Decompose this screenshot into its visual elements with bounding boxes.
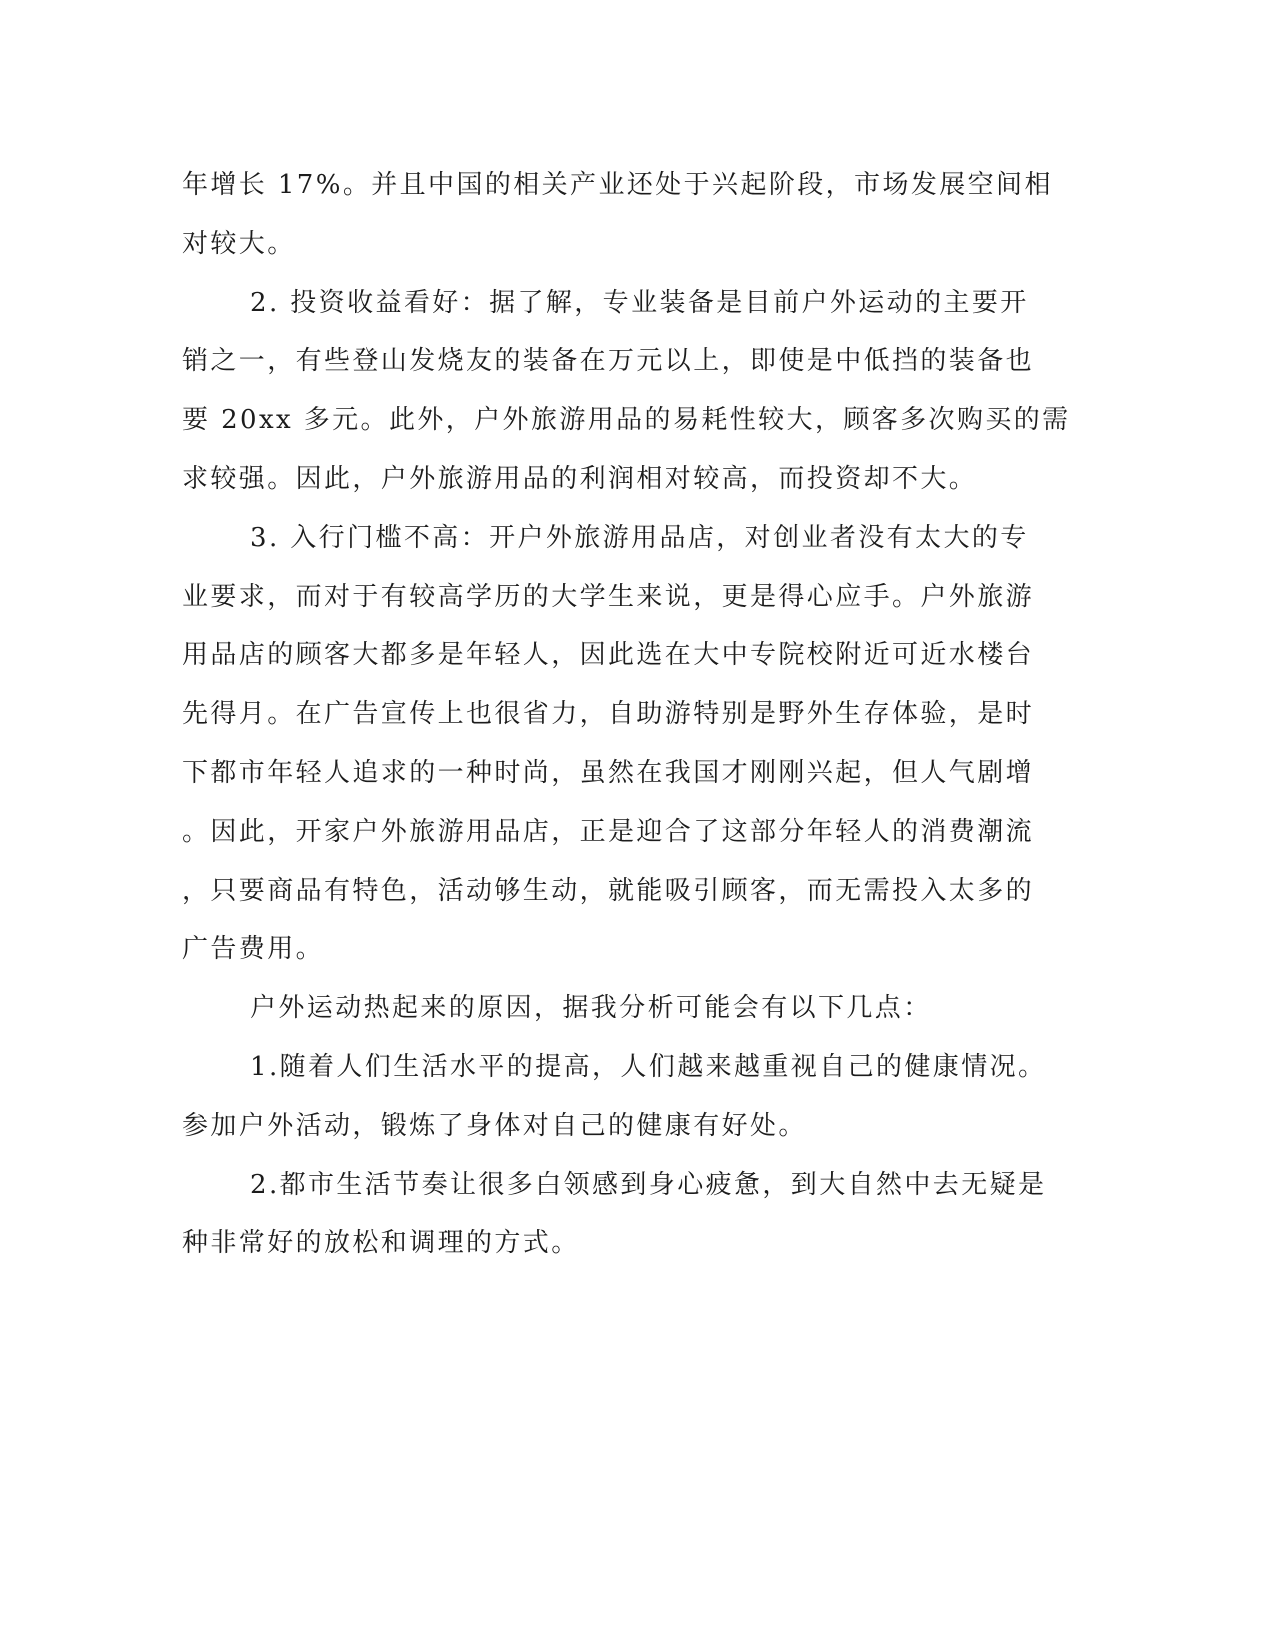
text-line: 求较强。因此，户外旅游用品的利润相对较高，而投资却不大。 [182, 463, 978, 494]
text-line: ，只要商品有特色，活动够生动，就能吸引顾客，而无需投入太多的 [182, 875, 1035, 906]
text-line: 广告费用。 [182, 934, 325, 965]
text-line: 年增长 17%。并且中国的相关产业还处于兴起阶段，市场发展空间相 [182, 170, 1053, 200]
text-line: 销之一，有些登山发烧友的装备在万元以上，即使是中低挡的装备也 [182, 346, 1035, 377]
text-line: 先得月。在广告宣传上也很省力，自助游特别是野外生存体验，是时 [182, 699, 1035, 730]
text-line: 。因此，开家户外旅游用品店，正是迎合了这部分年轻人的消费潮流 [182, 816, 1035, 847]
text-line: 3. 入行门槛不高：开户外旅游用品店，对创业者没有太大的专 [250, 522, 1029, 553]
text-line: 1.随着人们生活水平的提高，人们越来越重视自己的健康情况。 [250, 1051, 1047, 1082]
text-line: 种非常好的放松和调理的方式。 [182, 1228, 580, 1259]
text-line: 户外运动热起来的原因，据我分析可能会有以下几点： [250, 993, 932, 1024]
text-line: 对较大。 [182, 228, 296, 259]
text-line: 参加户外活动，锻炼了身体对自己的健康有好处。 [182, 1110, 807, 1141]
text-line: 业要求，而对于有较高学历的大学生来说，更是得心应手。户外旅游 [182, 581, 1035, 612]
text-line: 2.都市生活节奏让很多白领感到身心疲惫，到大自然中去无疑是 [250, 1169, 1047, 1200]
body-text [182, 156, 1071, 1273]
text-line: 下都市年轻人追求的一种时尚，虽然在我国才刚刚兴起，但人气剧增 [182, 757, 1035, 788]
text-line: 用品店的顾客大都多是年轻人，因此选在大中专院校附近可近水楼台 [182, 640, 1035, 671]
text-line: 2. 投资收益看好：据了解，专业装备是目前户外运动的主要开 [250, 287, 1029, 318]
text-line: 要 20xx 多元。此外，户外旅游用品的易耗性较大，顾客多次购买的需 [182, 405, 1071, 436]
